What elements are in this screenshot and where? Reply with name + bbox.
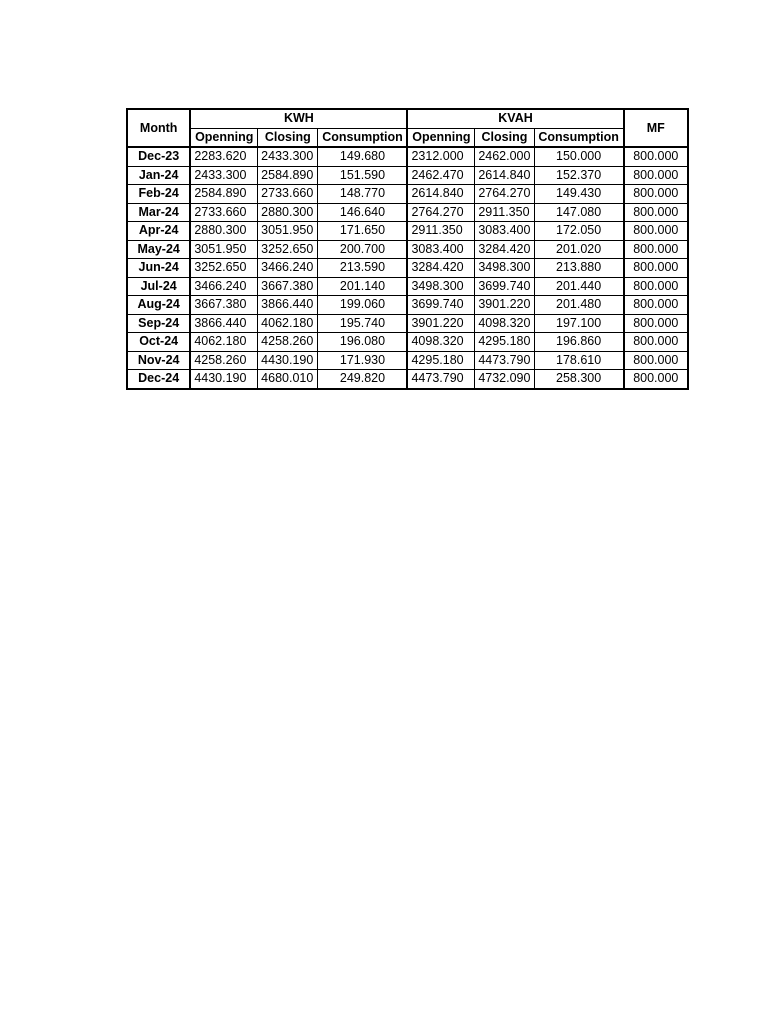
cell-mf: 800.000 <box>624 351 688 370</box>
cell-month: Mar-24 <box>127 203 190 222</box>
header-kwh-consumption: Consumption <box>318 128 407 147</box>
table-row <box>127 314 688 333</box>
cell-kvah-opening: 2462.470 <box>407 166 474 185</box>
cell-month: Nov-24 <box>127 351 190 370</box>
header-row-sub <box>127 128 688 147</box>
cell-kvah-consumption: 147.080 <box>534 203 623 222</box>
cell-kvah-closing: 4295.180 <box>475 333 534 352</box>
cell-kwh-opening: 4258.260 <box>190 351 257 370</box>
cell-kvah-opening: 4473.790 <box>407 370 474 389</box>
table-row <box>127 240 688 259</box>
cell-kwh-opening: 3466.240 <box>190 277 257 296</box>
cell-kwh-consumption: 195.740 <box>318 314 407 333</box>
cell-month: Oct-24 <box>127 333 190 352</box>
cell-month: May-24 <box>127 240 190 259</box>
header-mf: MF <box>624 109 688 147</box>
cell-kvah-opening: 2911.350 <box>407 222 474 241</box>
cell-kvah-consumption: 201.440 <box>534 277 623 296</box>
cell-kvah-opening: 3901.220 <box>407 314 474 333</box>
cell-kwh-consumption: 146.640 <box>318 203 407 222</box>
table-row <box>127 277 688 296</box>
header-kvah-consumption: Consumption <box>534 128 623 147</box>
cell-kwh-closing: 3051.950 <box>258 222 318 241</box>
cell-kwh-closing: 3252.650 <box>258 240 318 259</box>
header-row-group <box>127 109 688 128</box>
header-kwh-opening: Openning <box>190 128 257 147</box>
cell-kwh-consumption: 200.700 <box>318 240 407 259</box>
cell-mf: 800.000 <box>624 259 688 278</box>
cell-kvah-opening: 3699.740 <box>407 296 474 315</box>
cell-kvah-consumption: 149.430 <box>534 185 623 204</box>
cell-kvah-closing: 3284.420 <box>475 240 534 259</box>
cell-kvah-opening: 2312.000 <box>407 147 474 166</box>
table-row <box>127 351 688 370</box>
cell-kvah-closing: 3901.220 <box>475 296 534 315</box>
cell-mf: 800.000 <box>624 296 688 315</box>
cell-kvah-consumption: 150.000 <box>534 147 623 166</box>
cell-kwh-closing: 2733.660 <box>258 185 318 204</box>
table-row <box>127 333 688 352</box>
cell-kvah-consumption: 196.860 <box>534 333 623 352</box>
table-row <box>127 370 688 389</box>
cell-mf: 800.000 <box>624 222 688 241</box>
cell-kvah-opening: 3498.300 <box>407 277 474 296</box>
cell-mf: 800.000 <box>624 370 688 389</box>
cell-kvah-closing: 3083.400 <box>475 222 534 241</box>
table-row <box>127 166 688 185</box>
cell-mf: 800.000 <box>624 166 688 185</box>
cell-kwh-closing: 2433.300 <box>258 147 318 166</box>
cell-kvah-closing: 2764.270 <box>475 185 534 204</box>
cell-kvah-consumption: 197.100 <box>534 314 623 333</box>
cell-kwh-closing: 4258.260 <box>258 333 318 352</box>
cell-mf: 800.000 <box>624 185 688 204</box>
table-row <box>127 259 688 278</box>
cell-kwh-opening: 2733.660 <box>190 203 257 222</box>
cell-kvah-closing: 2614.840 <box>475 166 534 185</box>
cell-kvah-consumption: 201.480 <box>534 296 623 315</box>
cell-kvah-opening: 4295.180 <box>407 351 474 370</box>
cell-mf: 800.000 <box>624 147 688 166</box>
cell-kwh-consumption: 151.590 <box>318 166 407 185</box>
cell-mf: 800.000 <box>624 333 688 352</box>
cell-mf: 800.000 <box>624 277 688 296</box>
header-kvah: KVAH <box>407 109 623 128</box>
table-body <box>127 147 688 389</box>
cell-kwh-opening: 4062.180 <box>190 333 257 352</box>
cell-month: Feb-24 <box>127 185 190 204</box>
header-month: Month <box>127 109 190 147</box>
cell-kvah-consumption: 201.020 <box>534 240 623 259</box>
cell-month: Dec-23 <box>127 147 190 166</box>
cell-kwh-closing: 3866.440 <box>258 296 318 315</box>
cell-kwh-closing: 2584.890 <box>258 166 318 185</box>
cell-month: Aug-24 <box>127 296 190 315</box>
cell-kwh-closing: 4430.190 <box>258 351 318 370</box>
cell-kwh-consumption: 199.060 <box>318 296 407 315</box>
cell-kwh-opening: 3866.440 <box>190 314 257 333</box>
cell-month: Jan-24 <box>127 166 190 185</box>
cell-kwh-closing: 3466.240 <box>258 259 318 278</box>
cell-kvah-consumption: 172.050 <box>534 222 623 241</box>
cell-kvah-opening: 3284.420 <box>407 259 474 278</box>
cell-kvah-opening: 3083.400 <box>407 240 474 259</box>
cell-mf: 800.000 <box>624 203 688 222</box>
cell-mf: 800.000 <box>624 314 688 333</box>
cell-kwh-opening: 2880.300 <box>190 222 257 241</box>
cell-kvah-closing: 4098.320 <box>475 314 534 333</box>
cell-kwh-opening: 2433.300 <box>190 166 257 185</box>
cell-kwh-consumption: 149.680 <box>318 147 407 166</box>
header-kvah-opening: Openning <box>407 128 474 147</box>
meter-reading-table <box>126 108 689 390</box>
cell-kvah-closing: 3699.740 <box>475 277 534 296</box>
table-row <box>127 203 688 222</box>
table-row <box>127 185 688 204</box>
header-kwh: KWH <box>190 109 407 128</box>
cell-kwh-opening: 3051.950 <box>190 240 257 259</box>
cell-month: Jul-24 <box>127 277 190 296</box>
cell-kwh-opening: 2283.620 <box>190 147 257 166</box>
cell-mf: 800.000 <box>624 240 688 259</box>
cell-kvah-closing: 2911.350 <box>475 203 534 222</box>
header-kwh-closing: Closing <box>258 128 318 147</box>
cell-kvah-opening: 4098.320 <box>407 333 474 352</box>
header-kvah-closing: Closing <box>475 128 534 147</box>
cell-kvah-consumption: 152.370 <box>534 166 623 185</box>
cell-kwh-closing: 4680.010 <box>258 370 318 389</box>
cell-kwh-opening: 2584.890 <box>190 185 257 204</box>
table-row <box>127 222 688 241</box>
cell-kvah-consumption: 258.300 <box>534 370 623 389</box>
cell-kwh-closing: 2880.300 <box>258 203 318 222</box>
cell-month: Sep-24 <box>127 314 190 333</box>
cell-kwh-consumption: 249.820 <box>318 370 407 389</box>
cell-kvah-closing: 3498.300 <box>475 259 534 278</box>
cell-kvah-closing: 4732.090 <box>475 370 534 389</box>
cell-kvah-opening: 2614.840 <box>407 185 474 204</box>
cell-kwh-consumption: 171.650 <box>318 222 407 241</box>
cell-month: Dec-24 <box>127 370 190 389</box>
cell-kwh-consumption: 148.770 <box>318 185 407 204</box>
table-row <box>127 296 688 315</box>
cell-kwh-consumption: 201.140 <box>318 277 407 296</box>
cell-kvah-consumption: 213.880 <box>534 259 623 278</box>
table-row <box>127 147 688 166</box>
cell-month: Jun-24 <box>127 259 190 278</box>
cell-kvah-closing: 4473.790 <box>475 351 534 370</box>
cell-kwh-consumption: 213.590 <box>318 259 407 278</box>
cell-kwh-opening: 4430.190 <box>190 370 257 389</box>
cell-kwh-closing: 4062.180 <box>258 314 318 333</box>
cell-kwh-opening: 3252.650 <box>190 259 257 278</box>
table-header <box>127 109 688 147</box>
cell-kvah-opening: 2764.270 <box>407 203 474 222</box>
cell-kwh-closing: 3667.380 <box>258 277 318 296</box>
cell-kvah-consumption: 178.610 <box>534 351 623 370</box>
cell-month: Apr-24 <box>127 222 190 241</box>
cell-kwh-consumption: 196.080 <box>318 333 407 352</box>
cell-kvah-closing: 2462.000 <box>475 147 534 166</box>
cell-kwh-consumption: 171.930 <box>318 351 407 370</box>
cell-kwh-opening: 3667.380 <box>190 296 257 315</box>
